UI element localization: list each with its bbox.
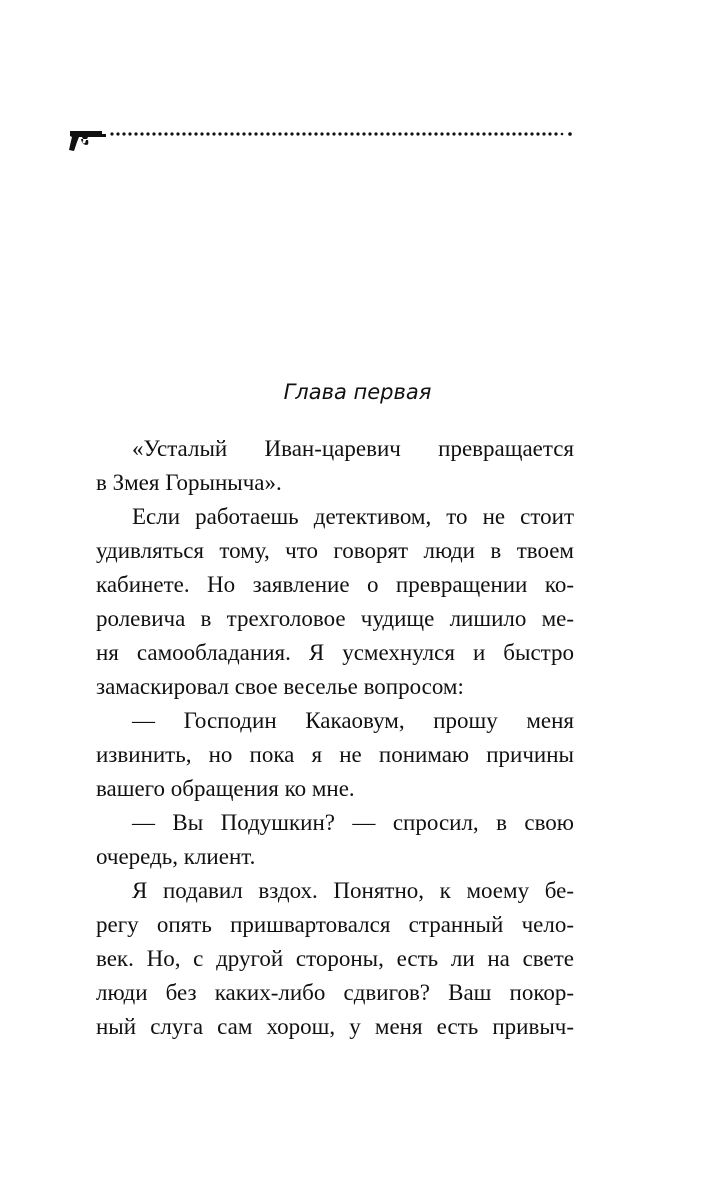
paragraph bbox=[96, 500, 574, 704]
text-line: вашего обращения ко мне. bbox=[96, 776, 355, 801]
chapter-ornament bbox=[68, 126, 576, 154]
text-line: удивляться тому, что говорят люди в твоем bbox=[96, 538, 574, 563]
paragraph bbox=[96, 806, 574, 874]
revolver-icon bbox=[69, 131, 106, 151]
text-line: ня самообладания. Я усмехнулся и быстро bbox=[96, 640, 574, 665]
text-line: — Вы Подушкин? — спросил, в свою bbox=[132, 810, 574, 835]
text-line: регу опять пришвартовался странный чело- bbox=[96, 912, 574, 937]
dotted-rule bbox=[110, 132, 571, 136]
text-line: Если работаешь детективом, то не стоит bbox=[132, 504, 574, 529]
text-line: Я подавил вздох. Понятно, к моему бе- bbox=[132, 878, 574, 903]
text-line: извинить, но пока я не понимаю причины bbox=[96, 742, 574, 767]
text-line: кабинете. Но заявление о превращении ко- bbox=[96, 572, 574, 597]
text-line: в Змея Горыныча». bbox=[96, 470, 282, 495]
text-line: — Господин Какаовум, прошу меня bbox=[132, 708, 574, 733]
text-line: замаскировал свое веселье вопросом: bbox=[96, 674, 464, 699]
text-line: ролевича в трехголовое чудище лишило ме- bbox=[96, 606, 574, 631]
text-line: «Усталый Иван-царевич превращается bbox=[132, 436, 574, 461]
paragraph bbox=[96, 874, 574, 1044]
chapter-body bbox=[96, 432, 574, 1044]
chapter-title: Глава первая bbox=[283, 380, 432, 404]
text-line: век. Но, с другой стороны, есть ли на свете bbox=[96, 946, 574, 971]
paragraph bbox=[96, 704, 574, 806]
text-line: ный слуга сам хорош, у меня есть привыч- bbox=[96, 1014, 574, 1039]
paragraph bbox=[96, 432, 574, 500]
text-line: люди без каких-либо сдвигов? Ваш покор- bbox=[96, 980, 574, 1005]
text-line: очередь, клиент. bbox=[96, 844, 256, 869]
